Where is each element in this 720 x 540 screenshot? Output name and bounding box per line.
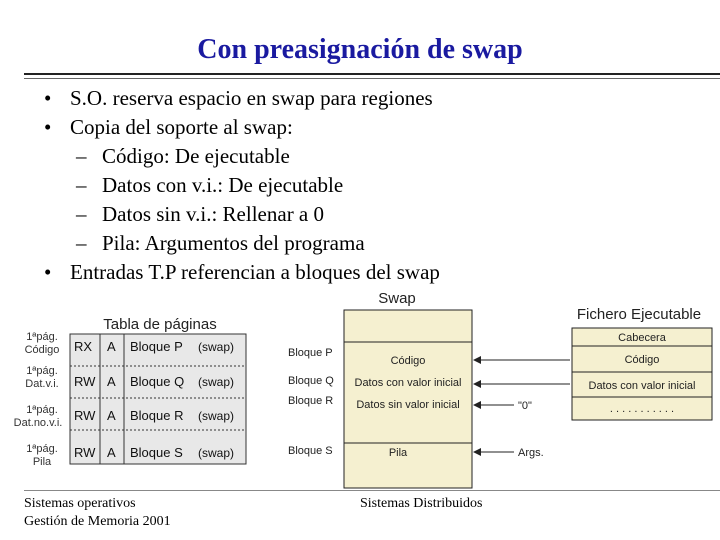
sub-bullet-text: Datos sin v.i.: Rellenar a 0 (102, 202, 325, 226)
bullet-text: Entradas T.P referencian a bloques del swap (70, 260, 440, 284)
sub-bullet-text: Pila: Argumentos del programa (102, 231, 365, 255)
args-label: Args. (518, 447, 544, 459)
sub-bullet-marker: – (76, 202, 87, 226)
executable-row: Cabecera (618, 332, 666, 344)
row-suffix: (swap) (198, 375, 235, 389)
bullet-marker: • (44, 260, 52, 284)
row-label-page: 1ªpág. (26, 443, 58, 455)
executable-title: Fichero Ejecutable (576, 306, 702, 323)
row-block: Bloque R (130, 408, 184, 423)
page-table-title: Tabla de páginas (103, 316, 217, 333)
swap-title: Swap (378, 290, 416, 307)
row-suffix: (swap) (198, 446, 235, 460)
row-suffix: (swap) (198, 340, 235, 354)
row-perm: RW (74, 408, 96, 423)
row-perm: RW (74, 445, 96, 460)
row-perm: RX (74, 339, 93, 354)
row-label-page: 1ªpág. (26, 365, 58, 377)
bullet-text: Copia del soporte al swap: (70, 115, 293, 139)
footer-divider (24, 490, 720, 491)
slide-title: Con preasignación de swap (197, 34, 523, 65)
sub-bullet-text: Código: De ejecutable (102, 144, 290, 168)
footer-center: Sistemas Distribuidos (360, 496, 483, 511)
footer-course: Sistemas operativos (24, 496, 136, 511)
executable-row: Datos con valor inicial (588, 380, 696, 392)
swap-region: Datos sin valor inicial (356, 399, 460, 411)
swap-block-label: Bloque R (288, 395, 334, 407)
swap-region: Datos con valor inicial (354, 377, 462, 389)
sub-bullet-marker: – (76, 173, 87, 197)
row-label-region: Pila (32, 456, 52, 468)
row-label-region: Dat.no.v.i. (13, 417, 63, 429)
executable-row: Código (624, 354, 660, 366)
row-block: Bloque Q (130, 374, 185, 389)
bullet-marker: • (44, 86, 52, 110)
swap-block-label: Bloque Q (288, 375, 334, 387)
zero-label: "0" (518, 400, 532, 412)
row-flag: A (107, 374, 116, 389)
swap-region: Pila (388, 447, 408, 459)
row-label-region: Código (24, 344, 60, 356)
row-suffix: (swap) (198, 409, 235, 423)
sub-bullet-marker: – (76, 144, 87, 168)
row-flag: A (107, 445, 116, 460)
row-block: Bloque S (130, 445, 183, 460)
row-label-page: 1ªpág. (26, 331, 58, 343)
swap-region: Código (390, 355, 426, 367)
swap-block-label: Bloque S (288, 445, 333, 457)
bullet-text: S.O. reserva espacio en swap para regiones (70, 86, 433, 110)
row-flag: A (107, 408, 116, 423)
row-label-region: Dat.v.i. (25, 378, 59, 390)
sub-bullet-marker: – (76, 231, 87, 255)
row-perm: RW (74, 374, 96, 389)
executable-row: . . . . . . . . . . . (609, 403, 675, 415)
bullet-marker: • (44, 115, 52, 139)
row-block: Bloque P (130, 339, 183, 354)
sub-bullet-text: Datos con v.i.: De ejecutable (102, 173, 344, 197)
row-flag: A (107, 339, 116, 354)
row-label-page: 1ªpág. (26, 404, 58, 416)
footer-topic: Gestión de Memoria 2001 (24, 514, 171, 529)
swap-block-label: Bloque P (288, 347, 333, 359)
